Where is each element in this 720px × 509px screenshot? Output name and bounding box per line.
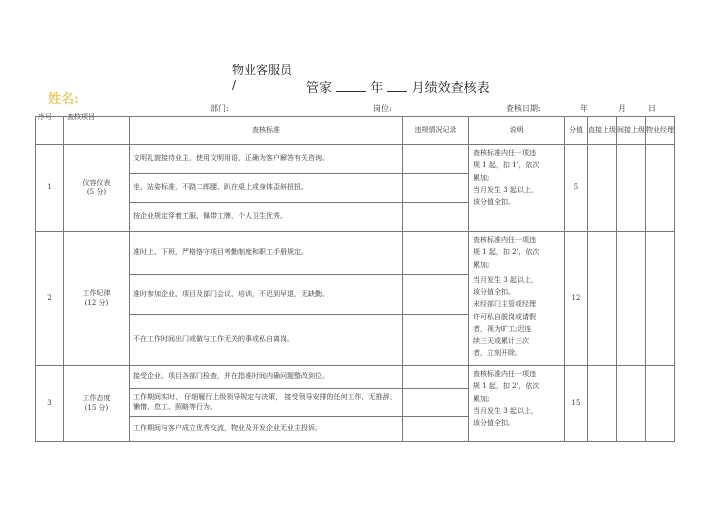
header-item: 查核项目 [67, 113, 95, 121]
group-score: 15 [565, 366, 588, 442]
table-row [36, 145, 675, 174]
group-item-score: (12 分) [84, 298, 109, 307]
desc-line: 许可私自脱岗或请假 [473, 312, 536, 321]
manager-cell[interactable] [646, 145, 675, 232]
violation-cell[interactable] [403, 275, 469, 315]
group-desc [469, 366, 565, 442]
date-label: 查核日期: [506, 104, 541, 113]
header-indirect: 间接上级 [617, 117, 646, 145]
violation-cell[interactable] [403, 232, 469, 275]
direct-cell[interactable] [588, 232, 617, 366]
desc-line: 查核标准内任一项违 [473, 149, 536, 157]
group-score: 12 [565, 232, 588, 366]
header-item-cell [64, 117, 130, 145]
header-seq: 序号 [38, 113, 52, 121]
criterion: 按企业规定穿着工服、佩带工牌，个人卫生优秀。 [130, 203, 403, 232]
group-desc [469, 232, 565, 366]
violation-cell[interactable] [403, 366, 469, 389]
direct-cell[interactable] [588, 366, 617, 442]
form-subtitle: 物业客服员 [232, 63, 293, 77]
group-score: 5 [565, 145, 588, 232]
title-year: 年 [370, 81, 384, 96]
violation-cell[interactable] [403, 203, 469, 232]
violation-cell[interactable] [403, 389, 469, 417]
desc-line: 该分值全扣。 [473, 419, 515, 427]
desc-line: 规 1 起，扣 2'，依次 [473, 382, 540, 391]
indirect-cell[interactable] [617, 232, 646, 366]
header-violation: 违规情况记录 [403, 117, 469, 145]
desc-line: 规 1 起，扣 1'，依次 [473, 161, 540, 170]
title-slash: / [232, 78, 237, 92]
criterion: 文明礼貌接待业主，使用文明用语，正确为客户解答有关咨询。 [130, 145, 403, 174]
desc-line: 该分值全扣。 [473, 198, 515, 206]
group-seq: 1 [36, 145, 64, 232]
date-month: 月 [618, 104, 626, 113]
dept-label: 部门: [210, 104, 229, 113]
desc-line: 未经部门主管或经理 [473, 300, 536, 309]
desc-line: 该分值全扣。 [473, 288, 515, 296]
header-desc: 说明 [469, 117, 565, 145]
group-item-name: 工作纪律 [82, 289, 111, 298]
manager-cell[interactable] [646, 366, 675, 442]
desc-line: 累加; [473, 394, 490, 403]
violation-cell[interactable] [403, 145, 469, 174]
date-day: 日 [648, 104, 656, 113]
criterion: 坐、站姿标准，不跷二郎腿、趴在桌上或身体歪斜扭扭。 [130, 174, 403, 203]
table-row [36, 366, 675, 389]
desc-line: 者，视为旷工;迟连 [473, 324, 532, 333]
table-header-row [36, 117, 675, 145]
group-item-name: 仪容仪表 [82, 178, 111, 187]
date-year: 年 [580, 104, 588, 113]
header-score: 分值 [565, 117, 588, 145]
header-seq-cell [36, 117, 64, 145]
group-seq: 3 [36, 366, 64, 442]
criterion: 准时参加企业、项目及部门会议、培训，不迟到早退，无缺勤。 [130, 275, 403, 315]
desc-line: 者，立刻开除。 [473, 349, 522, 358]
manager-cell[interactable] [646, 232, 675, 366]
month-blank [387, 78, 407, 92]
criterion: 工作期间与客户成立优秀交流，物业及开发企业无业主投诉。 [130, 417, 403, 442]
group-item [64, 366, 130, 442]
desc-line: 规 1 起，扣 2'，依次 [473, 248, 540, 257]
desc-line: 当月发生 3 起以上， [473, 406, 538, 415]
group-desc [469, 145, 565, 232]
group-item-score: (5 分) [86, 188, 107, 196]
group-item-name: 工作态度 [82, 394, 111, 403]
indirect-cell[interactable] [617, 366, 646, 442]
criterion: 工作期间实时、 仔细履行上级领导规定与决策， 接受领导安排的任何工作，无推辞、懒惰、怠工、照略等行为。 [130, 389, 403, 417]
title-suffix: 月绩效查核表 [411, 81, 490, 96]
violation-cell[interactable] [403, 417, 469, 442]
desc-line: 累加; [473, 260, 490, 269]
header-standard: 查核标准 [130, 117, 403, 145]
group-item [64, 232, 130, 366]
violation-cell[interactable] [403, 174, 469, 203]
assessment-table [35, 116, 675, 442]
indirect-cell[interactable] [617, 145, 646, 232]
title-prefix: 管家 [306, 81, 333, 96]
desc-line: 查核标准内任一项违 [473, 370, 536, 378]
form-title [306, 77, 490, 96]
criterion: 接受企业、项目各部门检查，并在指准时间内确问题整改到位。 [130, 366, 403, 389]
desc-line: 累加; [473, 173, 490, 182]
year-blank [336, 78, 366, 92]
desc-line: 当月发生 3 起以上， [473, 275, 538, 284]
desc-line: 续三天或累计三次 [473, 337, 529, 345]
direct-cell[interactable] [588, 145, 617, 232]
criterion: 准时上、下班，严格恪守项目考勤制度和职工手册规定。 [130, 232, 403, 275]
header-direct: 直接上级 [588, 117, 617, 145]
group-item [64, 145, 130, 232]
criterion: 不在工作时间出门或做与工作无关的事或私自离岗。 [130, 315, 403, 366]
header-manager: 物业经理 [646, 117, 675, 145]
violation-cell[interactable] [403, 315, 469, 366]
table-row [36, 232, 675, 275]
desc-line: 查核标准内任一项违 [473, 236, 536, 244]
group-seq: 2 [36, 232, 64, 366]
group-item-score: (15 分) [84, 403, 109, 412]
post-label: 岗位: [373, 104, 392, 113]
desc-line: 当月发生 3 起以上， [473, 185, 538, 194]
name-label: 姓名: [48, 92, 79, 107]
